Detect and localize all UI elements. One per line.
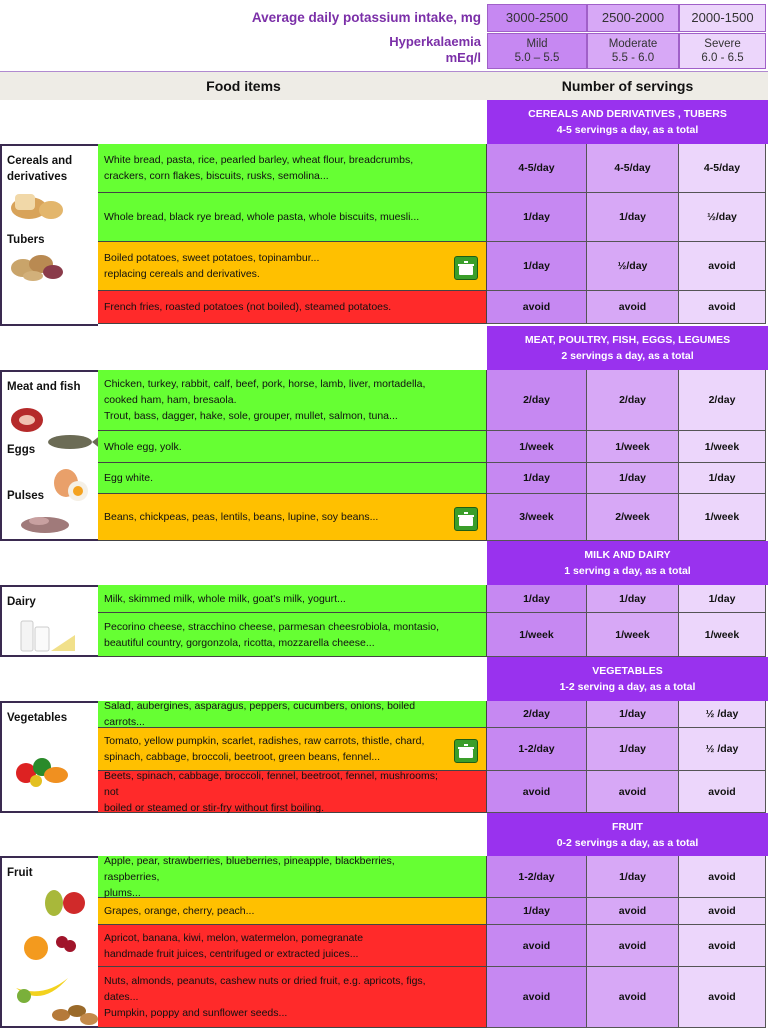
serving-cell: 1-2/day <box>487 856 587 898</box>
food-text: Apple, pear, strawberries, blueberries, pineapple, blackberries, raspberries, <box>104 854 395 883</box>
section-title: MEAT, POULTRY, FISH, EGGS, LEGUMES <box>524 334 731 346</box>
food-row <box>98 925 487 967</box>
serving-cell: avoid <box>679 967 766 1028</box>
serving-cell: 1/week <box>487 431 587 463</box>
food-group-label: Vegetables <box>7 712 68 724</box>
serving-cell: 1/day <box>587 856 679 898</box>
serving-cell: avoid <box>679 242 766 291</box>
serving-cell: ½/day <box>587 242 679 291</box>
intake-level-1: 3000-2500 <box>487 4 587 32</box>
food-row <box>98 463 487 494</box>
food-text: replacing cereals and derivatives. <box>104 268 260 280</box>
serving-cell: avoid <box>487 925 587 967</box>
food-text: beautiful country, gorgonzola, ricotta, mozzarella cheese... <box>104 636 375 649</box>
serving-cell: 1/day <box>487 242 587 291</box>
serving-cell: 1/week <box>587 431 679 463</box>
serving-cell: 3/week <box>487 494 587 541</box>
serving-cell: 4-5/day <box>587 144 679 193</box>
food-group-label: Eggs <box>7 444 36 456</box>
section-subtitle: 2 servings a day, as a total <box>561 350 694 362</box>
serving-cell: 1/day <box>587 193 679 242</box>
serving-cell: 1/day <box>587 701 679 728</box>
food-row <box>98 771 487 813</box>
food-row <box>98 370 487 431</box>
pulse-icon <box>17 507 77 543</box>
food-text: Grapes, orange, cherry, peach... <box>104 905 255 917</box>
food-text: White bread, pasta, rice, pearled barley, wheat flour, breadcrumbs, <box>104 154 414 166</box>
food-text: crackers, corn flakes, biscuits, rusks, semolina... <box>104 170 329 182</box>
section-subtitle: 4-5 servings a day, as a total <box>556 124 699 136</box>
section-header <box>487 813 768 856</box>
col-food-header: Food items <box>0 72 487 100</box>
food-group-cell <box>0 701 98 813</box>
food-text: Chicken, turkey, rabbit, calf, beef, pork, horse, lamb, liver, mortadella, <box>104 378 426 390</box>
serving-cell: 4-5/day <box>679 144 766 193</box>
serving-cell: avoid <box>679 771 766 813</box>
severity-range: 6.0 - 6.5 <box>701 52 744 64</box>
serving-cell: 1/week <box>679 494 766 541</box>
serving-cell: 1/day <box>679 585 766 613</box>
section-subtitle: 1 serving a day, as a total <box>564 565 691 577</box>
food-row <box>98 193 487 242</box>
intake-label: Average daily potassium intake, mg <box>251 10 481 25</box>
food-text: Pecorino cheese, stracchino cheese, parmesan cheesrobiola, montasio, <box>104 620 440 633</box>
serving-cell: avoid <box>587 925 679 967</box>
section-header <box>487 657 768 701</box>
serving-cell: 2/day <box>587 370 679 431</box>
food-text: plums... <box>104 886 141 899</box>
col-servings-header: Number of servings <box>487 72 768 100</box>
intake-level-2: 2500-2000 <box>587 4 679 32</box>
serving-cell: 2/week <box>587 494 679 541</box>
food-row <box>98 144 487 193</box>
section-header <box>487 541 768 585</box>
food-text: Apricot, banana, kiwi, melon, watermelon, pomegranate <box>104 931 364 944</box>
serving-cell: 1/day <box>487 193 587 242</box>
food-row <box>98 291 487 324</box>
food-group-label: Fruit <box>7 867 33 879</box>
intake-level-3: 2000-1500 <box>679 4 766 32</box>
serving-cell: avoid <box>487 291 587 324</box>
food-text: Tomato, yellow pumpkin, scarlet, radishes, raw carrots, thistle, chard, <box>104 735 425 747</box>
food-text: Nuts, almonds, peanuts, cashew nuts or dried fruit, e.g. apricots, figs, <box>104 975 426 987</box>
veg-icon <box>12 753 72 789</box>
section-title: VEGETABLES <box>592 665 663 677</box>
food-group-label: Dairy <box>7 596 36 608</box>
section-title: CEREALS AND DERIVATIVES , TUBERS <box>528 108 727 120</box>
serving-cell: 1/day <box>587 585 679 613</box>
food-group-label: Tubers <box>7 234 45 246</box>
severity-moderate <box>587 33 679 69</box>
section-title: MILK AND DAIRY <box>584 549 671 561</box>
serving-cell: avoid <box>587 898 679 925</box>
serving-cell: avoid <box>587 967 679 1028</box>
serving-cell: 2/day <box>487 370 587 431</box>
food-row <box>98 431 487 463</box>
serving-cell: 1/day <box>487 585 587 613</box>
serving-cell: ½/day <box>679 193 766 242</box>
food-group-cell <box>0 856 98 1028</box>
cooking-pot-icon <box>454 507 478 531</box>
serving-cell: ½ /day <box>679 701 766 728</box>
serving-cell: ½ /day <box>679 728 766 771</box>
section-subtitle: 0-2 servings a day, as a total <box>556 836 699 849</box>
food-row <box>98 613 487 657</box>
serving-cell: 1-2/day <box>487 728 587 771</box>
serving-cell: avoid <box>587 771 679 813</box>
food-group-cell <box>0 144 98 326</box>
serving-cell: 1/week <box>679 613 766 657</box>
section-header <box>487 100 768 144</box>
food-text: Milk, skimmed milk, whole milk, goat's milk, yogurt... <box>104 592 346 605</box>
serving-cell: 1/week <box>487 613 587 657</box>
orange-icon <box>22 928 82 964</box>
serving-cell: 1/day <box>587 728 679 771</box>
food-text: boiled or steamed or stir-fry without first boiling. <box>104 801 325 814</box>
food-row <box>98 856 487 898</box>
section-title: FRUIT <box>612 820 643 833</box>
food-text: Beets, spinach, cabbage, broccoli, fennel, beetroot, fennel, mushrooms; not <box>104 769 438 798</box>
apple-icon <box>42 883 102 919</box>
food-row <box>98 701 487 728</box>
severity-range: 5.0 – 5.5 <box>514 52 560 64</box>
food-text: French fries, roasted potatoes (not boiled), steamed potatoes. <box>104 301 392 313</box>
severity-name: Mild <box>526 38 548 50</box>
severity-name: Severe <box>704 38 741 50</box>
serving-cell: 4-5/day <box>487 144 587 193</box>
section-subtitle: 1-2 serving a day, as a total <box>559 681 696 693</box>
severity-severe <box>679 33 766 69</box>
serving-cell: 1/day <box>679 463 766 494</box>
egg-icon <box>44 467 104 503</box>
food-text: handmade fruit juices, centrifuged or extracted juices... <box>104 947 359 960</box>
food-text: Beans, chickpeas, peas, lentils, beans, lupine, soy beans... <box>104 511 379 523</box>
food-group-cell <box>0 585 98 657</box>
dairy-icon <box>17 617 77 653</box>
food-text: Whole egg, yolk. <box>104 440 182 453</box>
serving-cell: avoid <box>679 898 766 925</box>
cooking-pot-icon <box>454 739 478 763</box>
hyperkalaemia-label: Hyperkalaemia <box>389 34 481 49</box>
food-row <box>98 967 487 1028</box>
food-row <box>98 494 487 541</box>
bread-icon <box>7 186 67 222</box>
food-group-label: Meat and fish <box>7 381 81 393</box>
fish-icon <box>42 422 102 458</box>
serving-cell: 1/day <box>587 463 679 494</box>
serving-cell: avoid <box>587 291 679 324</box>
food-text: Trout, bass, dagger, hake, sole, grouper, mullet, salmon, tuna... <box>104 410 398 422</box>
food-text: cooked ham, ham, bresaola. <box>104 394 237 406</box>
section-header <box>487 326 768 370</box>
serving-cell: 1/day <box>487 463 587 494</box>
food-row <box>98 728 487 771</box>
food-text: Egg white. <box>104 472 154 484</box>
food-group-cell <box>0 370 98 541</box>
severity-mild <box>487 33 587 69</box>
food-text: dates... <box>104 991 139 1003</box>
serving-cell: 2/day <box>679 370 766 431</box>
serving-cell: avoid <box>679 291 766 324</box>
food-text: Salad, aubergines, asparagus, peppers, cucumbers, onions, boiled carrots... <box>104 700 416 728</box>
serving-cell: 1/week <box>587 613 679 657</box>
potato-icon <box>7 246 67 282</box>
serving-cell: avoid <box>679 856 766 898</box>
serving-cell: 2/day <box>487 701 587 728</box>
food-row <box>98 898 487 925</box>
severity-range: 5.5 - 6.0 <box>611 52 655 64</box>
serving-cell: 1/day <box>487 898 587 925</box>
food-text: Whole bread, black rye bread, whole pasta, whole biscuits, muesli... <box>104 211 420 223</box>
food-row <box>98 585 487 613</box>
serving-cell: avoid <box>487 967 587 1028</box>
food-text: Pumpkin, poppy and sunflower seeds... <box>104 1007 288 1019</box>
food-text: Boiled potatoes, sweet potatoes, topinambur... <box>104 252 320 264</box>
serving-cell: avoid <box>679 925 766 967</box>
meq-unit-label: mEq/l <box>445 50 481 65</box>
serving-cell: 1/week <box>679 431 766 463</box>
severity-name: Moderate <box>608 38 658 50</box>
food-text: spinach, cabbage, broccoli, beetroot, green beans, fennel... <box>104 751 381 763</box>
serving-cell: avoid <box>487 771 587 813</box>
food-group-label: Cereals and derivatives <box>7 155 73 183</box>
food-group-label: Pulses <box>7 490 45 502</box>
cooking-pot-icon <box>454 256 478 280</box>
food-row <box>98 242 487 291</box>
